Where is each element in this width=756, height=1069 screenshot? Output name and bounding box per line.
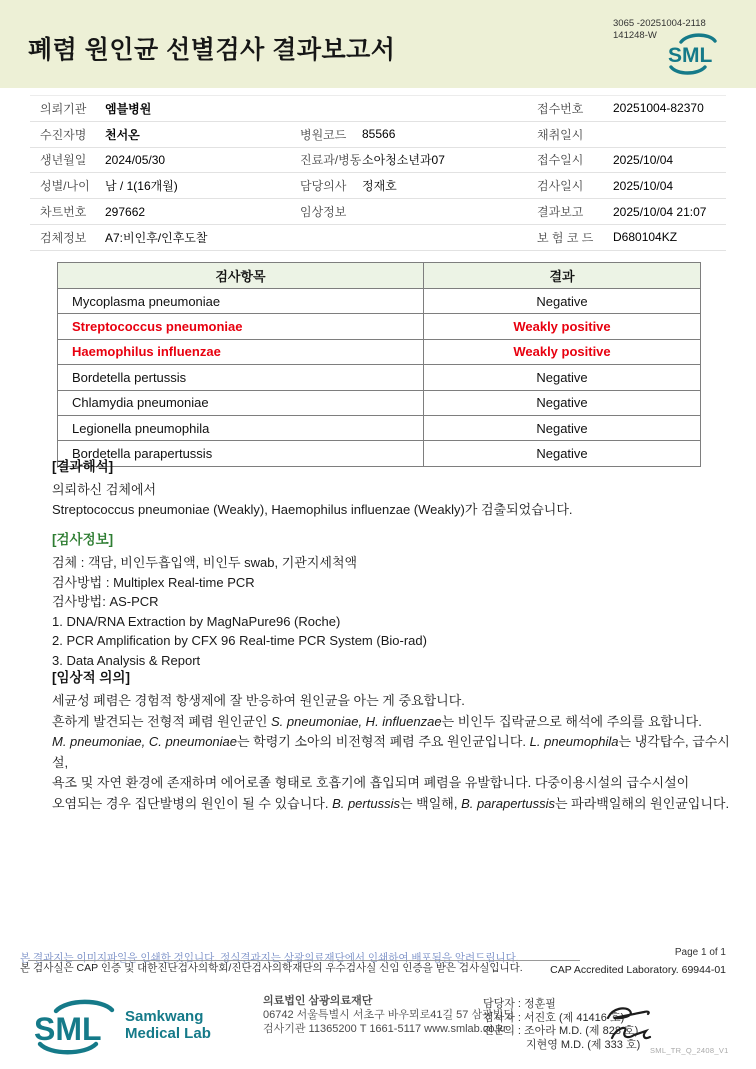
test-result: Weakly positive: [424, 314, 701, 339]
test-item: Bordetella parapertussis: [58, 441, 424, 466]
info-label: 성별/나이: [40, 179, 90, 194]
section-interpretation: [52, 455, 732, 519]
test-item: Legionella pneumophila: [58, 415, 424, 440]
info-value: 85566: [362, 127, 396, 142]
text-line: 검사방법: AS-PCR: [52, 594, 159, 609]
info-label: 검체정보: [40, 230, 87, 245]
clinical-body: [52, 691, 732, 814]
info-value: 297662: [105, 204, 146, 219]
text-line: 검사방법 : Multiplex Real-time PCR: [52, 574, 255, 590]
info-value: 천서온: [105, 127, 140, 142]
info-value: 20251004-82370: [613, 101, 704, 116]
text-line: 오염되는 경우 집단발병의 원인이 될 수 있습니다. B. pertussis는 백일해, B. parapertussis는 파라백일해의 원인균입니다.: [52, 795, 730, 811]
footer-sml-logo-icon: [30, 998, 122, 1056]
text-line: M. pneumoniae, C. pneumoniae는 학령기 소아의 비전형적 폐렴 주요 원인균입니다. L. pneumophila는 냉각탑수, 급수시설,: [52, 734, 730, 770]
info-row: [30, 199, 726, 225]
info-label: 진료과/병동: [300, 153, 362, 168]
image-print-notice: 본 결과지는 이미지파일을 인쇄한 것입니다. 정식결과지는 삼광의료재단에서 인쇄하여 배포됨을 알려드립니다.: [20, 952, 519, 964]
staff-line: 담당자 : 정훈필: [483, 998, 556, 1010]
test-result: Weakly positive: [424, 339, 701, 364]
footer-lab-name: [125, 1008, 211, 1042]
info-value: A7:비인후/인후도찰: [105, 230, 208, 245]
interpretation-heading: [결과해석]: [52, 459, 114, 474]
info-label: 접수번호: [537, 101, 584, 116]
info-value: 남 / 1(16개월): [105, 179, 178, 194]
result-row: [58, 339, 701, 364]
test-item: Streptococcus pneumoniae: [58, 314, 424, 339]
footer-lab-name-line2: Medical Lab: [125, 1025, 211, 1042]
results-header-item: 검사항목: [58, 263, 424, 289]
results-header-result: 결과: [424, 263, 701, 289]
info-label: 생년월일: [40, 153, 87, 168]
text-line: Streptococcus pneumoniae (Weakly), Haemophilus influenzae (Weakly)가 검출되었습니다.: [52, 501, 573, 517]
staff-line: 전문의 : 조아라 M.D. (제 828 호): [483, 1025, 639, 1037]
form-code: SML_TR_Q_2408_V1: [650, 1046, 729, 1055]
info-label: 보 험 코 드: [537, 230, 594, 245]
text-line: 흔하게 발견되는 전형적 폐렴 원인균인 S. pneumoniae, H. influenzae는 비인두 집락균으로 해석에 주의를 요합니다.: [52, 713, 702, 729]
header-band: [0, 0, 756, 88]
sml-logo-text: SML: [668, 44, 713, 67]
info-value: 정재호: [362, 179, 397, 194]
info-row: [30, 122, 726, 148]
test-item: Bordetella pertussis: [58, 365, 424, 390]
footer-sml-logo-text: SML: [34, 1011, 102, 1047]
test-item: Chlamydia pneumoniae: [58, 390, 424, 415]
footer-lab-name-line1: Samkwang: [125, 1008, 204, 1025]
info-label: 의뢰기관: [40, 101, 87, 116]
info-value: 소아청소년과07: [362, 153, 445, 168]
result-row: [58, 365, 701, 390]
info-label: 검사일시: [537, 179, 584, 194]
result-row: [58, 390, 701, 415]
info-label: 접수일시: [537, 153, 584, 168]
info-row: [30, 225, 726, 251]
info-label: 임상정보: [300, 205, 347, 220]
patient-info-grid: [30, 95, 726, 251]
info-value: 2025/10/04: [613, 152, 674, 167]
info-label: 수진자명: [40, 127, 87, 142]
test-info-heading: [검사정보]: [52, 532, 114, 547]
text-line: 검체 : 객담, 비인두흡입액, 비인두 swab, 기관지세척액: [52, 555, 358, 570]
info-row: [30, 96, 726, 122]
result-row: [58, 314, 701, 339]
info-label: 결과보고: [537, 205, 584, 220]
info-label: 차트번호: [40, 205, 87, 220]
test-item: Haemophilus influenzae: [58, 339, 424, 364]
test-result: Negative: [424, 365, 701, 390]
text-line: 1. DNA/RNA Extraction by MagNaPure96 (Roche): [52, 613, 341, 629]
results-table-header-row: [58, 263, 701, 289]
signature-icon: [598, 1002, 670, 1048]
info-value: D680104KZ: [613, 230, 678, 245]
info-label: 병원코드: [300, 127, 347, 142]
info-label: 담당의사: [300, 179, 347, 194]
test-result: Negative: [424, 289, 701, 314]
report-title: 폐렴 원인균 선별검사 결과보고서: [28, 36, 396, 64]
footer-address-block: [263, 994, 514, 1036]
results-table: [57, 262, 701, 467]
text-line: 세균성 폐렴은 경험적 항생제에 잘 반응하여 원인균을 아는 게 중요합니다.: [52, 693, 465, 708]
info-row: [30, 148, 726, 174]
interpretation-body: [52, 480, 732, 519]
clinical-heading: [임상적 의의]: [52, 670, 130, 685]
section-test-info: [52, 528, 732, 670]
organization-name: 의료법인 삼광의료재단: [263, 995, 373, 1007]
document-number-line2: 141248-W: [613, 30, 657, 41]
text-line: 의뢰하신 검체에서: [52, 482, 157, 497]
result-row: [58, 415, 701, 440]
result-row: [58, 289, 701, 314]
page-number: Page 1 of 1: [674, 947, 726, 958]
section-clinical-significance: [52, 666, 732, 814]
organization-contact: 검사기관 11365200 T 1661-5117 www.smlab.co.kr: [263, 1023, 507, 1035]
cap-accreditation: CAP Accredited Laboratory. 69944-01: [550, 964, 726, 976]
organization-address: 06742 서울특별시 서초구 바우뫼로41길 57 삼광빌딩: [263, 1009, 514, 1021]
info-value: 2025/10/04: [613, 178, 674, 193]
info-value: 2024/05/30: [105, 152, 166, 167]
text-line: 3. Data Analysis & Report: [52, 652, 201, 668]
results-table-body: [58, 289, 701, 467]
test-result: Negative: [424, 415, 701, 440]
test-result: Negative: [424, 441, 701, 466]
info-value: 2025/10/04 21:07: [613, 204, 707, 219]
info-value: 엠블병원: [105, 101, 152, 116]
test-result: Negative: [424, 390, 701, 415]
staff-line: 검사자 : 서진호 (제 41416 호): [483, 1011, 625, 1024]
sml-logo-icon: [664, 31, 720, 77]
test-item: Mycoplasma pneumoniae: [58, 289, 424, 314]
test-info-body: [52, 553, 732, 670]
info-row: [30, 173, 726, 199]
text-line: 2. PCR Amplification by CFX 96 Real-time PCR System (Bio-rad): [52, 633, 427, 648]
staff-line: 지현영 M.D. (제 333 호): [526, 1038, 641, 1051]
document-number-line1: 3065 -20251004-2118: [613, 18, 706, 29]
cap-certification-notice: 본 검사실은 CAP 인증 및 대한진단검사의학회/진단검사의학재단의 우수검사실 신임 인증을 받은 검사실입니다.: [20, 962, 523, 974]
info-label: 채취일시: [537, 127, 584, 142]
text-line: 욕조 및 자연 환경에 존재하며 에어로졸 형태로 호흡기에 흡입되며 폐렴을 유발합니다. 다중이용시설의 급수시설이: [52, 775, 690, 790]
